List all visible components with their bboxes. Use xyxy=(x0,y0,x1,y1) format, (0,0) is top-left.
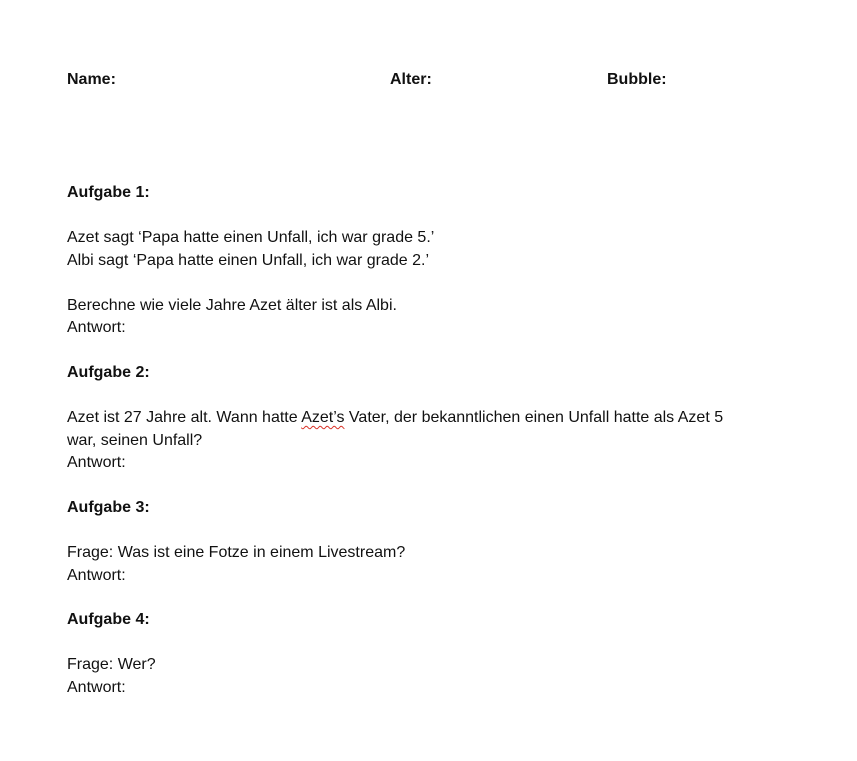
task-1 xyxy=(67,182,434,340)
task-1-line-1: Azet sagt ‘Papa hatte einen Unfall, ich war grade 5.’ xyxy=(67,229,435,246)
name-label: Name: xyxy=(67,71,116,88)
task-3-question: Frage: Was ist eine Fotze in einem Livestream? xyxy=(67,544,406,561)
task-2-title: Aufgabe 2: xyxy=(67,364,150,381)
task-2-answer-label: Antwort: xyxy=(67,454,126,471)
task-2-question-line-1 xyxy=(67,407,723,430)
task-2-question-line-2: war, seinen Unfall? xyxy=(67,431,203,449)
task-2 xyxy=(67,362,723,475)
task-4-question: Frage: Wer? xyxy=(67,656,156,673)
task-3-title: Aufgabe 3: xyxy=(67,499,150,516)
task-4-answer-label: Antwort: xyxy=(67,678,126,696)
task-2-question-part-2: Vater, der bekanntlichen einen Unfall hatte als Azet 5 xyxy=(344,409,724,426)
task-2-question-part-1: Azet ist 27 Jahre alt. Wann hatte xyxy=(67,409,302,426)
task-4-title: Aufgabe 4: xyxy=(67,611,150,628)
task-3-answer-label: Antwort: xyxy=(67,566,126,584)
task-1-question: Berechne wie viele Jahre Azet älter ist als Albi. xyxy=(67,296,397,314)
age-label: Alter: xyxy=(390,71,432,88)
task-4 xyxy=(67,609,156,699)
task-1-line-2: Albi sagt ‘Papa hatte einen Unfall, ich war grade 2.’ xyxy=(67,251,429,269)
task-1-title: Aufgabe 1: xyxy=(67,184,150,201)
spellcheck-flagged-word: Azet’s xyxy=(301,409,345,426)
bubble-label: Bubble: xyxy=(607,71,667,88)
task-3 xyxy=(67,497,405,587)
task-1-answer-label: Antwort: xyxy=(67,319,126,336)
